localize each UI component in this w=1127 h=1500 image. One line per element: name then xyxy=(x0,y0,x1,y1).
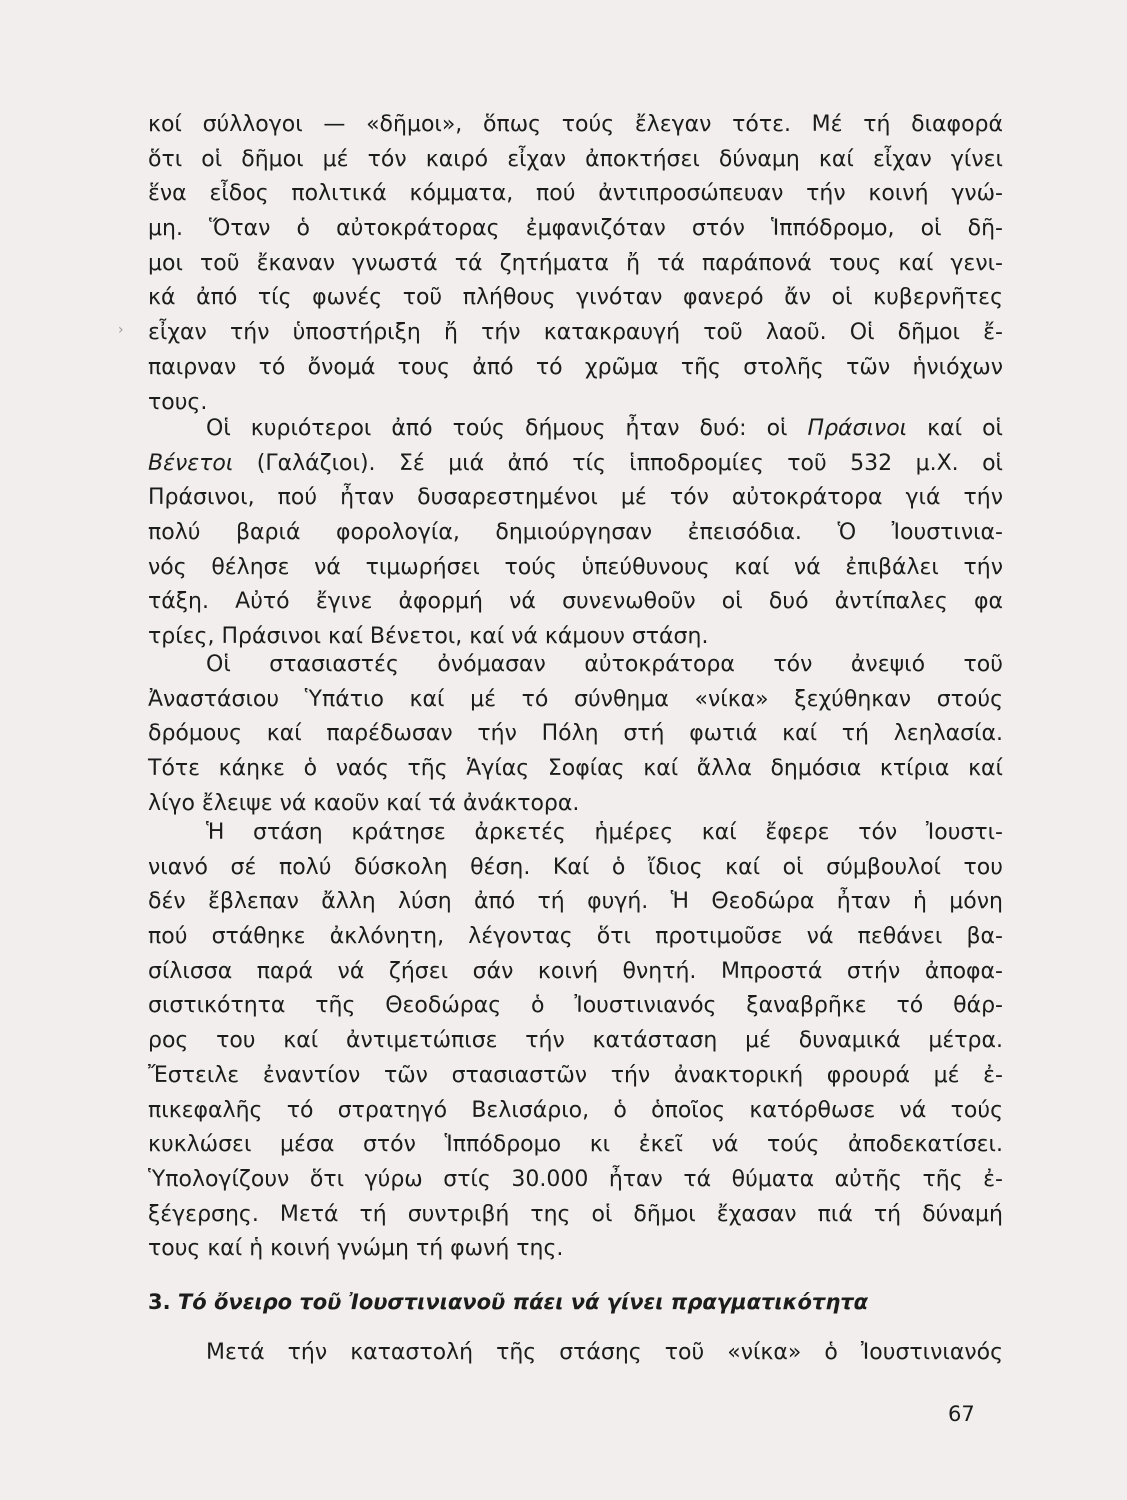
text-line: Ἡ στάση κράτησε ἀρκετές ἡμέρες καί ἔφερε τόν Ἰουστι- xyxy=(206,820,1003,845)
section-number: 3. xyxy=(148,1290,171,1314)
text-line: Ἔστειλε ἐναντίον τῶν στασιαστῶν τήν ἀνακτορική φρουρά μέ ἐ- xyxy=(148,1062,1003,1088)
text-line: νιανό σέ πολύ δύσκολη θέση. Καί ὁ ἴδιος καί οἱ σύμβουλοί του xyxy=(148,854,1003,880)
text-line: Τότε κάηκε ὁ ναός τῆς Ἁγίας Σοφίας καί ἄλλα δημόσια κτίρια καί xyxy=(148,756,1003,782)
text-line: τρίες, Πράσινοι καί Βένετοι, καί νά κάμουν στάση. xyxy=(148,624,709,650)
term-prasinoi: Πράσινοι xyxy=(807,416,908,441)
paragraph-2 xyxy=(148,412,1003,655)
text-line xyxy=(148,412,1003,447)
text-line: τους καί ἡ κοινή γνώμη τή φωνή της. xyxy=(148,1236,564,1262)
text-line: ρος του καί ἀντιμετώπισε τήν κατάσταση μέ δυναμικά μέτρα. xyxy=(148,1028,1003,1054)
text-line: ὅτι οἱ δῆμοι μέ τόν καιρό εἶχαν ἀποκτήσει δύναμη καί εἶχαν γίνει xyxy=(148,146,1003,172)
text-line: κυκλώσει μέσα στόν Ἱππόδρομο κι ἐκεῖ νά τούς ἀποδεκατίσει. xyxy=(148,1132,1003,1158)
page-number: 67 xyxy=(948,1402,975,1426)
text-line: σίλισσα παρά νά ζήσει σάν κοινή θνητή. Μπροστά στήν ἀποφα- xyxy=(148,958,1003,984)
text-segment: Οἱ κυριότεροι ἀπό τούς δήμους ἦταν δυό: οἱ xyxy=(206,416,808,441)
margin-mark: › xyxy=(118,322,124,338)
text-line: Πράσινοι, πού ἦταν δυσαρεστημένοι μέ τόν αὐτοκράτορα γιά τήν xyxy=(148,485,1003,511)
text-line: νός θέλησε νά τιμωρήσει τούς ὑπεύθυνους καί νά ἐπιβάλει τήν xyxy=(148,554,1003,580)
text-line: εἶχαν τήν ὑποστήριξη ἤ τήν κατακραυγή τοῦ λαοῦ. Οἱ δῆμοι ἔ- xyxy=(148,320,1003,346)
paragraph-4 xyxy=(148,816,1003,1267)
text-line: τάξη. Αὐτό ἔγινε ἀφορμή νά συνενωθοῦν οἱ δυό ἀντίπαλες φα xyxy=(148,589,1003,615)
text-segment: καί οἱ xyxy=(907,416,1003,441)
text-line: πικεφαλῆς τό στρατηγό Βελισάριο, ὁ ὁποῖος κατόρθωσε νά τούς xyxy=(148,1097,1003,1123)
text-line: μη. Ὅταν ὁ αὐτοκράτορας ἐμφανιζόταν στόν Ἱππόδρομο, οἱ δῆ- xyxy=(148,216,1003,242)
text-line: ξέγερσης. Μετά τή συντριβή της οἱ δῆμοι ἔχασαν πιά τή δύναμή xyxy=(148,1201,1003,1227)
text-line: Οἱ στασιαστές ὀνόμασαν αὐτοκράτορα τόν ἀνεψιό τοῦ xyxy=(206,652,1003,677)
text-line: Ὑπολογίζουν ὅτι γύρω στίς 30.000 ἦταν τά θύματα αὐτῆς τῆς ἐ- xyxy=(148,1166,1003,1192)
text-line: σιστικότητα τῆς Θεοδώρας ὁ Ἰουστινιανός ξαναβρῆκε τό θάρ- xyxy=(148,993,1003,1019)
text-line: μοι τοῦ ἔκαναν γνωστά τά ζητήματα ἤ τά παράπονά τους καί γενι- xyxy=(148,250,1003,276)
text-line: πού στάθηκε ἀκλόνητη, λέγοντας ὅτι προτιμοῦσε νά πεθάνει βα- xyxy=(148,924,1003,950)
paragraph-1 xyxy=(148,108,1003,420)
section-title: Τό ὄνειρο τοῦ Ἰουστινιανοῦ πάει νά γίνει πραγματικότητα xyxy=(177,1290,869,1314)
text-line xyxy=(148,447,1003,482)
section-first-line: Μετά τήν καταστολή τῆς στάσης τοῦ «νίκα» ὁ Ἰουστινιανός xyxy=(206,1340,1003,1365)
text-line: δέν ἔβλεπαν ἄλλη λύση ἀπό τή φυγή. Ἡ Θεοδώρα ἦταν ἡ μόνη xyxy=(148,889,1003,915)
section-heading xyxy=(148,1290,1003,1314)
text-line: κά ἀπό τίς φωνές τοῦ πλήθους γινόταν φανερό ἄν οἱ κυβερνῆτες xyxy=(148,285,1003,311)
term-venetoi: Βένετοι xyxy=(148,450,234,476)
text-line: ἕνα εἶδος πολιτικά κόμματα, πού ἀντιπροσώπευαν τήν κοινή γνώ- xyxy=(148,181,1003,207)
text-line: δρόμους καί παρέδωσαν τήν Πόλη στή φωτιά καί τή λεηλασία. xyxy=(148,721,1003,747)
text-line: τους. xyxy=(148,389,208,415)
text-line: Ἀναστάσιου Ὑπάτιο καί μέ τό σύνθημα «νίκα» ξεχύθηκαν στούς xyxy=(148,686,1003,712)
text-line: παιρναν τό ὄνομά τους ἀπό τό χρῶμα τῆς στολῆς τῶν ἡνιόχων xyxy=(148,354,1003,380)
paragraph-3 xyxy=(148,648,1003,821)
text-line: πολύ βαριά φορολογία, δημιούργησαν ἐπεισόδια. Ὁ Ἰουστινια- xyxy=(148,520,1003,546)
text-segment: (Γαλάζιοι). Σέ μιά ἀπό τίς ἱπποδρομίες τοῦ 532 μ.Χ. οἱ xyxy=(233,450,1003,476)
text-line: λίγο ἔλειψε νά καοῦν καί τά ἀνάκτορα. xyxy=(148,790,580,816)
text-line: κοί σύλλογοι — «δῆμοι», ὅπως τούς ἔλεγαν τότε. Μέ τή διαφορά xyxy=(148,112,1003,137)
